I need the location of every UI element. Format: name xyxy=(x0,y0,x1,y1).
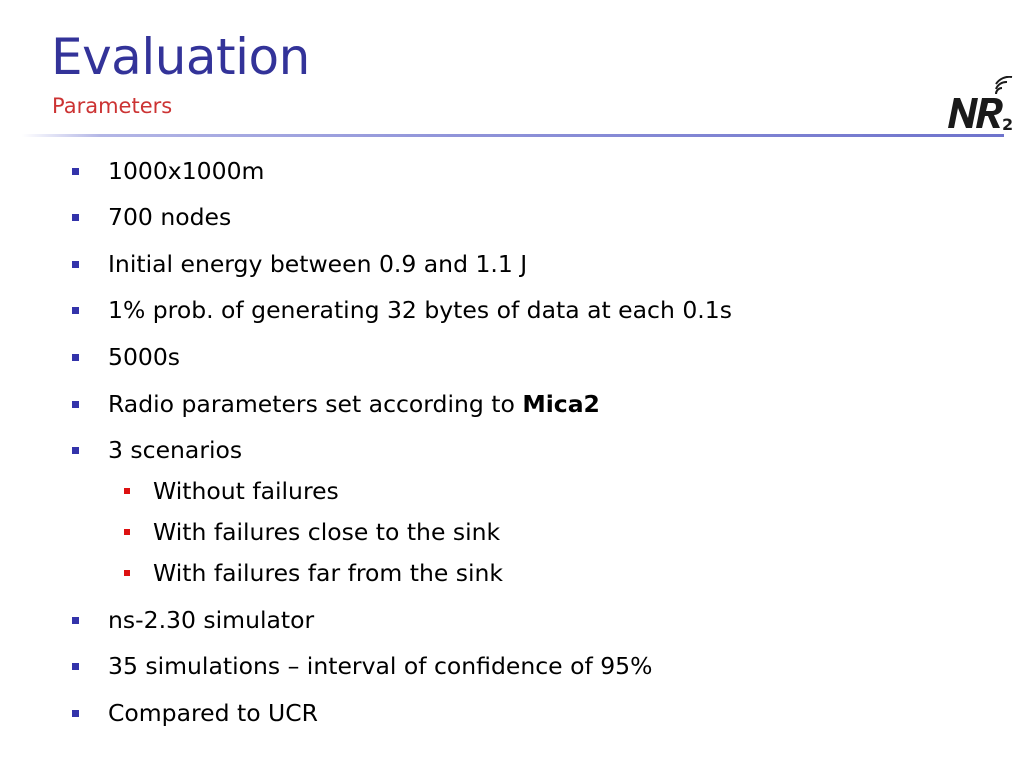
sub-list-item xyxy=(153,476,339,506)
list-item xyxy=(108,156,264,186)
nr2-logo xyxy=(944,76,1014,132)
slide-title: Evaluation xyxy=(51,28,310,86)
list-item-text: 1000x1000m xyxy=(108,157,265,185)
list-item-text: 3 scenarios xyxy=(108,436,243,464)
title-divider xyxy=(22,134,1004,137)
square-bullet-icon xyxy=(72,214,79,221)
square-bullet-icon xyxy=(72,307,79,314)
slide-subtitle: Parameters xyxy=(52,94,173,118)
square-bullet-icon xyxy=(72,261,79,268)
list-item-text: 1% prob. of generating 32 bytes of data at each 0.1s xyxy=(108,296,732,324)
list-item-text: 5000s xyxy=(108,343,181,371)
square-bullet-icon xyxy=(124,570,130,576)
list-item xyxy=(108,342,180,372)
sub-list-item-text: With failures close to the sink xyxy=(153,518,501,546)
list-item xyxy=(108,605,314,635)
svg-text:2: 2 xyxy=(1002,115,1014,132)
list-item-text: Initial energy between 0.9 and 1.1 J xyxy=(108,250,528,278)
square-bullet-icon xyxy=(72,447,79,454)
list-item-text: ns-2.30 simulator xyxy=(108,606,315,634)
list-item-bold-text: Mica2 xyxy=(522,390,600,418)
square-bullet-icon xyxy=(124,529,130,535)
list-item-text: 35 simulations – interval of confidence of 95% xyxy=(108,652,653,680)
square-bullet-icon xyxy=(72,663,79,670)
list-item xyxy=(108,389,600,419)
list-item xyxy=(108,202,231,232)
square-bullet-icon xyxy=(72,401,79,408)
square-bullet-icon xyxy=(72,617,79,624)
list-item xyxy=(108,698,318,728)
list-item-text: Radio parameters set according to xyxy=(108,390,523,418)
list-item xyxy=(108,435,242,465)
sub-list-item-text: With failures far from the sink xyxy=(153,559,504,587)
square-bullet-icon xyxy=(72,354,79,361)
sub-list-item-text: Without failures xyxy=(153,477,339,505)
list-item xyxy=(108,295,732,325)
list-item-text: Compared to UCR xyxy=(108,699,318,727)
list-item xyxy=(108,651,652,681)
list-item xyxy=(108,249,527,279)
sub-list-item xyxy=(153,517,500,547)
square-bullet-icon xyxy=(72,168,79,175)
square-bullet-icon xyxy=(72,710,79,717)
sub-list-item xyxy=(153,558,503,588)
list-item-text: 700 nodes xyxy=(108,203,232,231)
square-bullet-icon xyxy=(124,488,130,494)
